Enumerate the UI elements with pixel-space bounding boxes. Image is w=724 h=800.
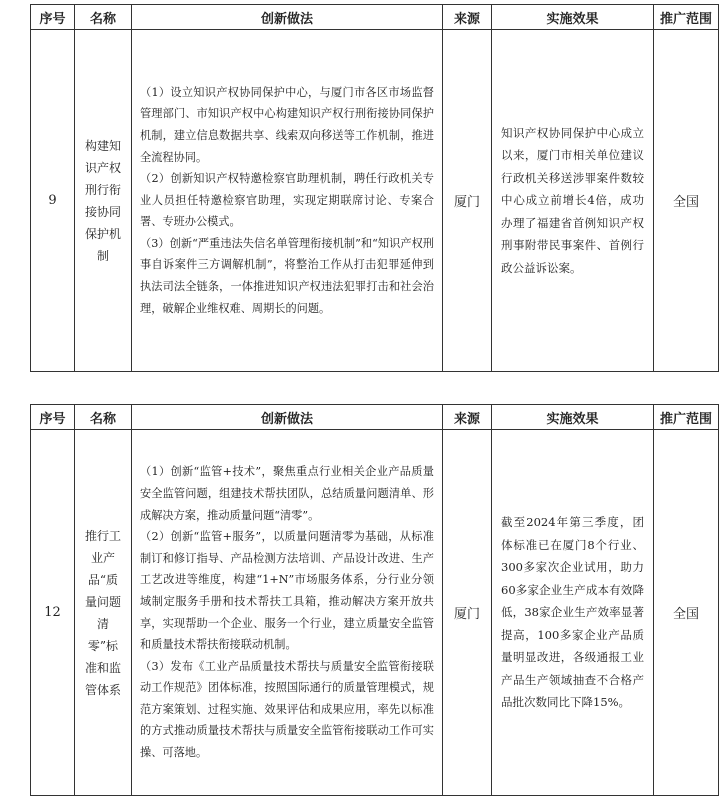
header-scope: 推广范围 — [654, 405, 719, 430]
header-name: 名称 — [75, 405, 132, 430]
header-name: 名称 — [75, 5, 132, 30]
row-number: 12 — [31, 430, 75, 796]
method-item: （2）创新知识产权特邀检察官助理机制，聘任行政机关专业人员担任特邀检察官助理，实现定期联席讨论、专案合署、专班办公模式。 — [140, 172, 434, 229]
table-header-row — [31, 405, 719, 430]
row-name: 推行工业产品“质量问题清零”标准和监管体系 — [75, 430, 132, 796]
case-table-9 — [30, 4, 719, 372]
method-item: （2）创新“监管+服务”，以质量问题清零为基础，从标准制订和修订指导、产品检测方法培训、产品设计改进、生产工艺改进等维度，构建“1+N”市场服务体系，分行业分领域制定服务手册和技术帮扶工具箱，推动解决方案开放共享，实现帮助一个企业、服务一个行业，建立质量安全监管和质量技术帮扶衔接联动机制。 — [140, 530, 434, 652]
header-effect: 实施效果 — [492, 5, 654, 30]
table-header-row — [31, 5, 719, 30]
row-scope: 全国 — [654, 30, 719, 372]
row-source: 厦门 — [443, 430, 492, 796]
header-no: 序号 — [31, 405, 75, 430]
header-source: 来源 — [443, 5, 492, 30]
header-method: 创新做法 — [132, 405, 443, 430]
method-item: （1）创新“监管+技术”，聚焦重点行业相关企业产品质量安全监管问题，组建技术帮扶团队，总结质量问题清单、形成解决方案，推动质量问题“清零”。 — [140, 465, 434, 522]
row-effect: 截至2024年第三季度，团体标准已在厦门8个行业、300多家次企业试用，助力60多家企业生产成本有效降低，38家企业生产效率显著提高，100多家企业产品质量明显改进，各级通报工业产品生产领域抽查不合格产品批次数同比下降15%。 — [492, 430, 654, 796]
method-item: （3）发布《工业产品质量技术帮扶与质量安全监管衔接联动工作规范》团体标准，按照国际通行的质量管理模式，规范方案策划、过程实施、效果评估和成果应用，率先以标准的方式推动质量技术帮扶与质量安全监管衔接联动工作可实操、可落地。 — [140, 659, 434, 760]
case-table-12 — [30, 404, 719, 796]
row-source: 厦门 — [443, 30, 492, 372]
row-name: 构建知识产权刑行衔接协同保护机制 — [75, 30, 132, 372]
row-number: 9 — [31, 30, 75, 372]
method-item: （1）设立知识产权协同保护中心，与厦门市各区市场监督管理部门、市知识产权中心构建知识产权行刑衔接协同保护机制，建立信息数据共享、线索双向移送等工作机制，推进全流程协同。 — [140, 85, 434, 164]
table-row — [31, 430, 719, 796]
header-scope: 推广范围 — [654, 5, 719, 30]
header-no: 序号 — [31, 5, 75, 30]
table-row — [31, 30, 719, 372]
row-scope: 全国 — [654, 430, 719, 796]
method-item: （3）创新“严重违法失信名单管理衔接机制”和“知识产权刑事自诉案件三方调解机制”，将整治工作从打击犯罪延伸到执法司法全链条，一体推进知识产权违法犯罪打击和社会治理，破解企业维权难、周期长的问题。 — [140, 236, 434, 315]
header-effect: 实施效果 — [492, 405, 654, 430]
row-effect: 知识产权协同保护中心成立以来，厦门市相关单位建议行政机关移送涉罪案件数较中心成立前增长4倍，成功办理了福建省首例知识产权刑事附带民事案件、首例行政公益诉讼案。 — [492, 30, 654, 372]
header-source: 来源 — [443, 405, 492, 430]
row-method — [132, 30, 443, 372]
header-method: 创新做法 — [132, 5, 443, 30]
row-method — [132, 430, 443, 796]
